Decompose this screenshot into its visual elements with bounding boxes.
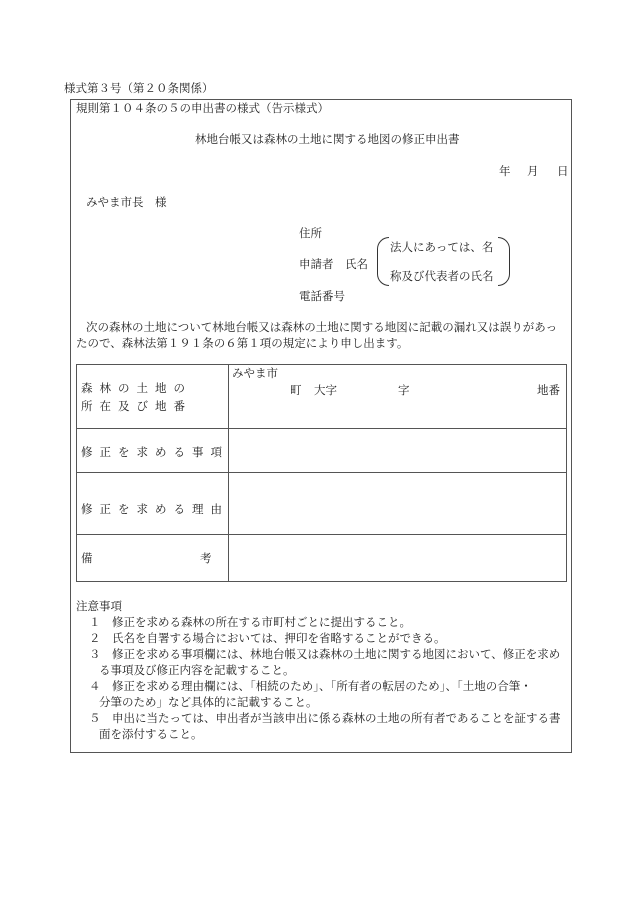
left-bracket [377,237,389,286]
address-label: 住所 [299,226,322,240]
addressee: みやま市長 様 [86,195,167,209]
note-item: １ 修正を求める森林の所在する市町村ごとに提出すること。 [89,615,411,629]
city-value: みやま市 [232,366,278,380]
applicant-label: 申請者 [299,257,334,271]
corp-note-line2: 称及び代表者の氏名 [390,269,494,283]
phone-label: 電話番号 [299,289,345,303]
name-label: 氏名 [345,257,368,271]
body-line2: たので、森林法第１９１条の６第１項の規定により申し出ます。 [76,336,409,350]
aza-label: 字 [398,383,410,397]
note-item: ５ 申出に当たっては、申出者が当該申出に係る森林の土地の所有者であることを証する書 [89,711,561,725]
note-item: ４ 修正を求める理由欄には、「相続のため」、「所有者の転居のため」、「土地の合筆・ [89,679,532,693]
date-day: 日 [557,164,569,178]
note-item: 面を添付すること。 [99,727,203,741]
note-item: 分筆のため」など具体的に記載すること。 [99,695,318,709]
row-remarks-label-right: 考 [200,551,212,565]
right-bracket [498,237,510,286]
date-year: 年 [499,164,511,178]
header-note: 規則第１０４条の５の申出書の様式（告示様式） [76,101,329,115]
town-label: 町 [290,383,302,397]
row-location-label-2: 所在及び地番 [81,399,192,413]
corp-note-line1: 法人にあっては、名 [390,240,494,254]
body-line1: 次の森林の土地について林地台帳又は森林の土地に関する地図に記載の漏れ又は誤りがあっ [86,320,558,334]
form-title: 林地台帳又は森林の土地に関する地図の修正申出書 [195,132,460,146]
row-location-label-1: 森林の土地の [81,381,192,395]
row-correction-label: 修正を求める事項 [81,445,229,459]
form-number: 様式第３号（第２０条関係） [64,81,214,95]
row-remarks-label-left: 備 [81,551,93,565]
date-month: 月 [527,164,539,178]
row-reason-label: 修正を求める理由 [81,502,229,516]
note-item: ３ 修正を求める事項欄には、林地台帳又は森林の土地に関する地図において、修正を求め [89,647,561,661]
note-item: る事項及び修正内容を記載すること。 [99,663,295,677]
oaza-label: 大字 [314,383,337,397]
chiban-label: 地番 [537,383,560,397]
note-item: ２ 氏名を自署する場合においては、押印を省略することができる。 [89,631,446,645]
notes-heading: 注意事項 [76,599,122,613]
